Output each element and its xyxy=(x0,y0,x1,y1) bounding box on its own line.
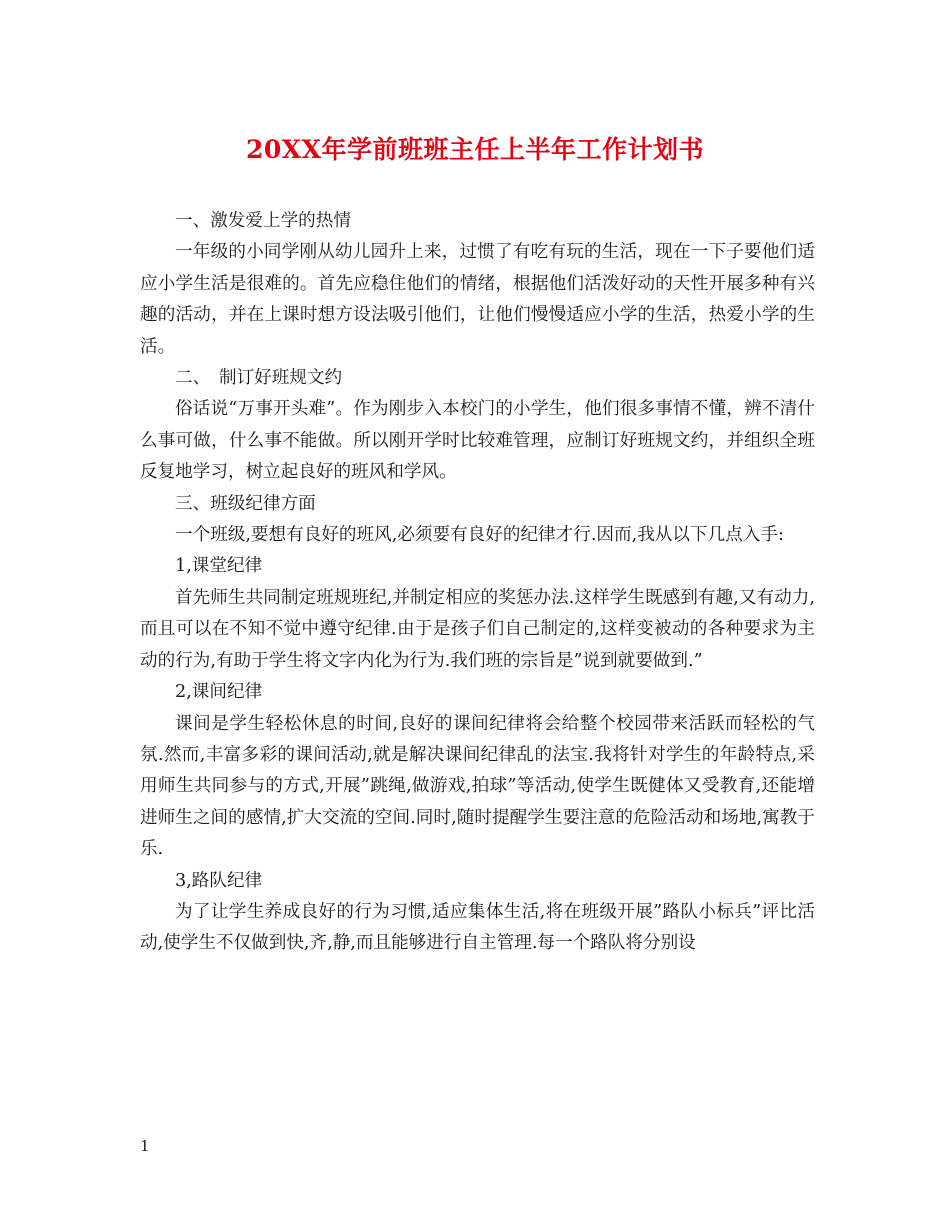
paragraph-3: 一个班级,要想有良好的班风,必须要有良好的纪律才行.因而,我从以下几点入手: xyxy=(175,525,784,546)
section-heading-2: 二、 制订好班规文约 xyxy=(175,368,343,389)
subheading-line-discipline: 3,路队纪律 xyxy=(175,870,263,891)
paragraph-break-discipline: 课间是学生轻松休息的时间,良好的课间纪律将会给整个校园带来活跃而轻松的气氛.然而,丰富多彩的课间活动,就是解决课间纪律乱的法宝.我将针对学生的年龄特点,采用师生共同参与的方式,开展”跳绳,做游戏,拍球”等活动,使学生既健体又受教育,还能增进师生之间的感情,扩大交流的空间.同时,随时提醒学生要注意的危险活动和场地,寓教于乐. xyxy=(140,713,815,860)
subheading-break-discipline: 2,课间纪律 xyxy=(175,682,263,703)
page-number: 1 xyxy=(140,1137,150,1155)
paragraph-classroom-discipline: 首先师生共同制定班规班纪,并制定相应的奖惩办法.这样学生既感到有趣,又有动力,而且可以在不知不觉中遵守纪律.由于是孩子们自己制定的,这样变被动的各种要求为主动的行为,有助于学生将文字内化为行为.我们班的宗旨是”说到就要做到.” xyxy=(140,587,815,671)
subheading-classroom-discipline: 1,课堂纪律 xyxy=(175,556,263,577)
paragraph-line-discipline: 为了让学生养成良好的行为习惯,适应集体生活,将在班级开展”路队小标兵”评比活动,使学生不仅做到快,齐,静,而且能够进行自主管理.每一个路队将分别设 xyxy=(140,901,815,954)
section-heading-3: 三、班级纪律方面 xyxy=(175,493,316,514)
document-body xyxy=(140,206,815,960)
section-heading-1: 一、激发爱上学的热情 xyxy=(175,211,351,231)
document-title: 20XX年学前班班主任上半年工作计划书 xyxy=(245,135,705,164)
paragraph-1: 一年级的小同学刚从幼儿园升上来，过惯了有吃有玩的生活，现在一下子要他们适应小学生活是很难的。首先应稳住他们的情绪，根据他们活泼好动的天性开展多种有兴趣的活动，并在上课时想方设法吸引他们，让他们慢慢适应小学的生活，热爱小学的生活。 xyxy=(140,242,815,357)
paragraph-2: 俗话说“万事开头难”。作为刚步入本校门的小学生，他们很多事情不懂，辨不清什么事可做，什么事不能做。所以刚开学时比较难管理，应制订好班规文约，并组织全班反复地学习，树立起良好的班风和学风。 xyxy=(140,399,815,483)
